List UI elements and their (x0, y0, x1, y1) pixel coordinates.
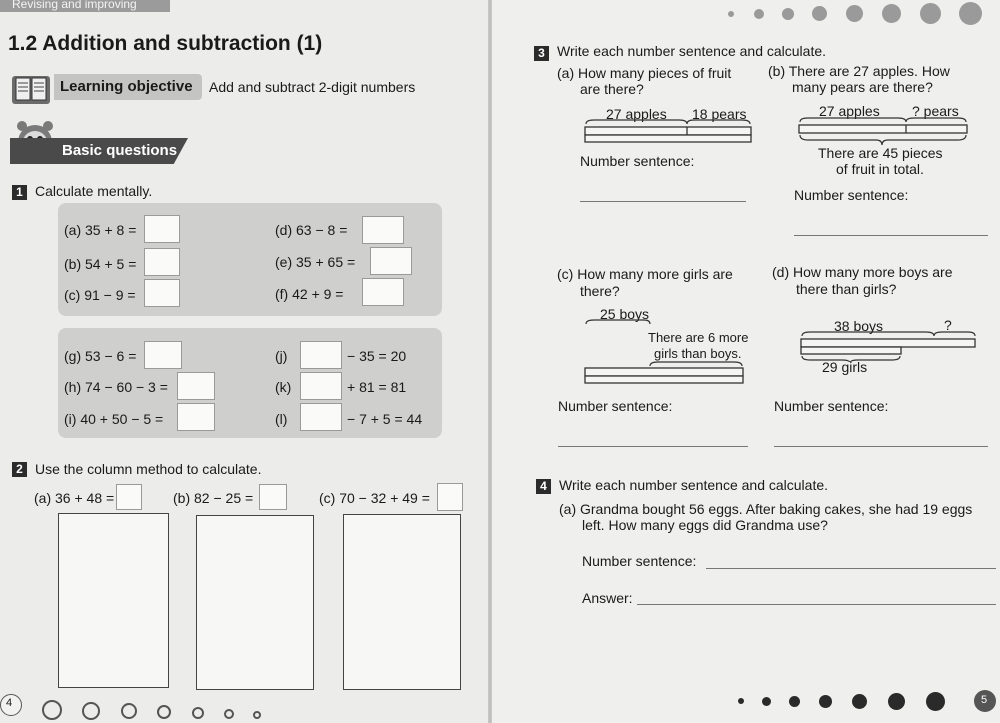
q1c-text: (c) 91 − 9 = (64, 287, 136, 303)
q1g-answer-box[interactable] (144, 341, 182, 369)
q4-instruction: Write each number sentence and calculate. (559, 477, 829, 493)
q1b-answer-box[interactable] (144, 248, 180, 276)
q2c-answer-box[interactable] (437, 483, 463, 511)
q1b-text: (b) 54 + 5 = (64, 256, 137, 272)
q3d-bar-model (800, 330, 980, 362)
q3d-label-unknown: ? (944, 317, 952, 333)
q3c-question: (c) How many more girls are (557, 266, 733, 282)
q3d-answer-line[interactable] (774, 446, 988, 447)
progress-dot (789, 696, 800, 707)
progress-circle (121, 703, 137, 719)
q3b-note: There are 45 pieces (818, 145, 943, 161)
q1l-text: − 7 + 5 = 44 (347, 411, 423, 427)
q1e-answer-box[interactable] (370, 247, 412, 275)
q1d-text: (d) 63 − 8 = (275, 222, 348, 238)
q1k-answer-box[interactable] (300, 372, 342, 400)
q3d-label-girls: 29 girls (822, 359, 868, 375)
q3c-note: There are 6 more (648, 330, 749, 345)
q2c-work-area[interactable] (343, 514, 461, 690)
q3b-label-apples: 27 apples (819, 103, 880, 119)
progress-circle (253, 711, 261, 719)
q3c-bar-model (584, 318, 749, 384)
q3b-question-2: many pears are there? (792, 79, 933, 95)
q3b-label-pears: ? pears (912, 103, 959, 119)
q1-instruction: Calculate mentally. (35, 183, 153, 199)
progress-dot (888, 693, 905, 710)
q2a-answer-box[interactable] (116, 484, 142, 510)
progress-circle (82, 702, 100, 720)
section-header: Revising and improving (12, 0, 137, 11)
q1h-text: (h) 74 − 60 − 3 = (64, 379, 168, 395)
progress-dot (882, 4, 901, 23)
progress-dot (846, 5, 863, 22)
objective-text: Add and subtract 2-digit numbers (209, 79, 416, 95)
q3b-number-sentence-label: Number sentence: (794, 187, 909, 203)
q1g-text: (g) 53 − 6 = (64, 348, 137, 364)
q3c-answer-line[interactable] (558, 446, 748, 447)
q3c-label-boys: 25 boys (600, 306, 650, 322)
q3a-label-apples: 27 apples (606, 106, 667, 122)
q2a-text: (a) 36 + 48 = (34, 490, 115, 506)
q1c-answer-box[interactable] (144, 279, 180, 307)
q3c-question-2: there? (580, 283, 620, 299)
q4a-number-sentence-line[interactable] (706, 568, 996, 569)
q3a-label-pears: 18 pears (692, 106, 747, 122)
right-page (492, 0, 1000, 723)
progress-circle (192, 707, 204, 719)
q3d-question-2: there than girls? (796, 281, 897, 297)
q2b-work-area[interactable] (196, 515, 314, 690)
progress-dot (926, 692, 945, 711)
progress-circle (42, 700, 62, 720)
q2-instruction: Use the column method to calculate. (35, 461, 262, 477)
q1f-text: (f) 42 + 9 = (275, 286, 344, 302)
q1k-label: (k) (275, 379, 292, 395)
basic-questions-label: Basic questions (62, 142, 178, 159)
progress-dot (920, 3, 941, 24)
progress-circle (224, 709, 234, 719)
q1a-text: (a) 35 + 8 = (64, 222, 137, 238)
objective-label: Learning objective (60, 78, 193, 95)
q1j-text: − 35 = 20 (347, 348, 407, 364)
progress-dot (812, 6, 827, 21)
q1d-answer-box[interactable] (362, 216, 404, 244)
q3-instruction: Write each number sentence and calculate. (557, 43, 827, 59)
q3b-bar-model (798, 116, 970, 148)
page-title: 1.2 Addition and subtraction (1) (8, 32, 323, 55)
progress-dot (762, 697, 771, 706)
q2c-text: (c) 70 − 32 + 49 = (319, 490, 430, 506)
q3c-number-sentence-label: Number sentence: (558, 398, 673, 414)
progress-dot (728, 11, 734, 17)
q2a-work-area[interactable] (58, 513, 169, 688)
q3a-answer-line[interactable] (580, 201, 746, 202)
question-number-3: 3 (534, 46, 549, 61)
q3a-bar-model (584, 118, 754, 148)
q1l-label: (l) (275, 411, 288, 427)
q1j-answer-box[interactable] (300, 341, 342, 369)
question-number-2: 2 (12, 462, 27, 477)
page-number: 4 (6, 697, 13, 709)
q3a-question: (a) How many pieces of fruit (557, 65, 732, 81)
q3b-answer-line[interactable] (794, 235, 988, 236)
q3d-question: (d) How many more boys are (772, 264, 953, 280)
q4a-answer-label: Answer: (582, 590, 633, 606)
q1k-text: + 81 = 81 (347, 379, 407, 395)
q1j-label: (j) (275, 348, 288, 364)
q4a-number-sentence-label: Number sentence: (582, 553, 697, 569)
progress-dot (959, 2, 982, 25)
page-number: 5 (981, 694, 988, 706)
q3b-question: (b) There are 27 apples. How (768, 63, 950, 79)
progress-dot (754, 9, 764, 19)
q3a-question-2: are there? (580, 81, 644, 97)
left-page (0, 0, 488, 723)
q1i-answer-box[interactable] (177, 403, 215, 431)
q4a-answer-line[interactable] (637, 604, 996, 605)
q4a-question: (a) Grandma bought 56 eggs. After baking cakes, she had 19 eggs (559, 501, 973, 517)
q1a-answer-box[interactable] (144, 215, 180, 243)
q3b-note-2: of fruit in total. (836, 161, 924, 177)
q1l-answer-box[interactable] (300, 403, 342, 431)
progress-dot (782, 8, 794, 20)
q1i-text: (i) 40 + 50 − 5 = (64, 411, 164, 427)
book-icon (10, 72, 52, 106)
q3d-label-boys: 38 boys (834, 318, 884, 334)
question-number-1: 1 (12, 185, 27, 200)
progress-circle (157, 705, 171, 719)
q1h-answer-box[interactable] (177, 372, 215, 400)
q1f-answer-box[interactable] (362, 278, 404, 306)
progress-dot (738, 698, 744, 704)
q2b-text: (b) 82 − 25 = (173, 490, 254, 506)
q1e-text: (e) 35 + 65 = (275, 254, 356, 270)
q3c-note-2: girls than boys. (654, 346, 742, 361)
question-number-4: 4 (536, 479, 551, 494)
progress-dot (819, 695, 832, 708)
q4a-question-2: left. How many eggs did Grandma use? (582, 517, 828, 533)
q3d-number-sentence-label: Number sentence: (774, 398, 889, 414)
q3a-number-sentence-label: Number sentence: (580, 153, 695, 169)
q2b-answer-box[interactable] (259, 484, 287, 510)
progress-dot (852, 694, 867, 709)
